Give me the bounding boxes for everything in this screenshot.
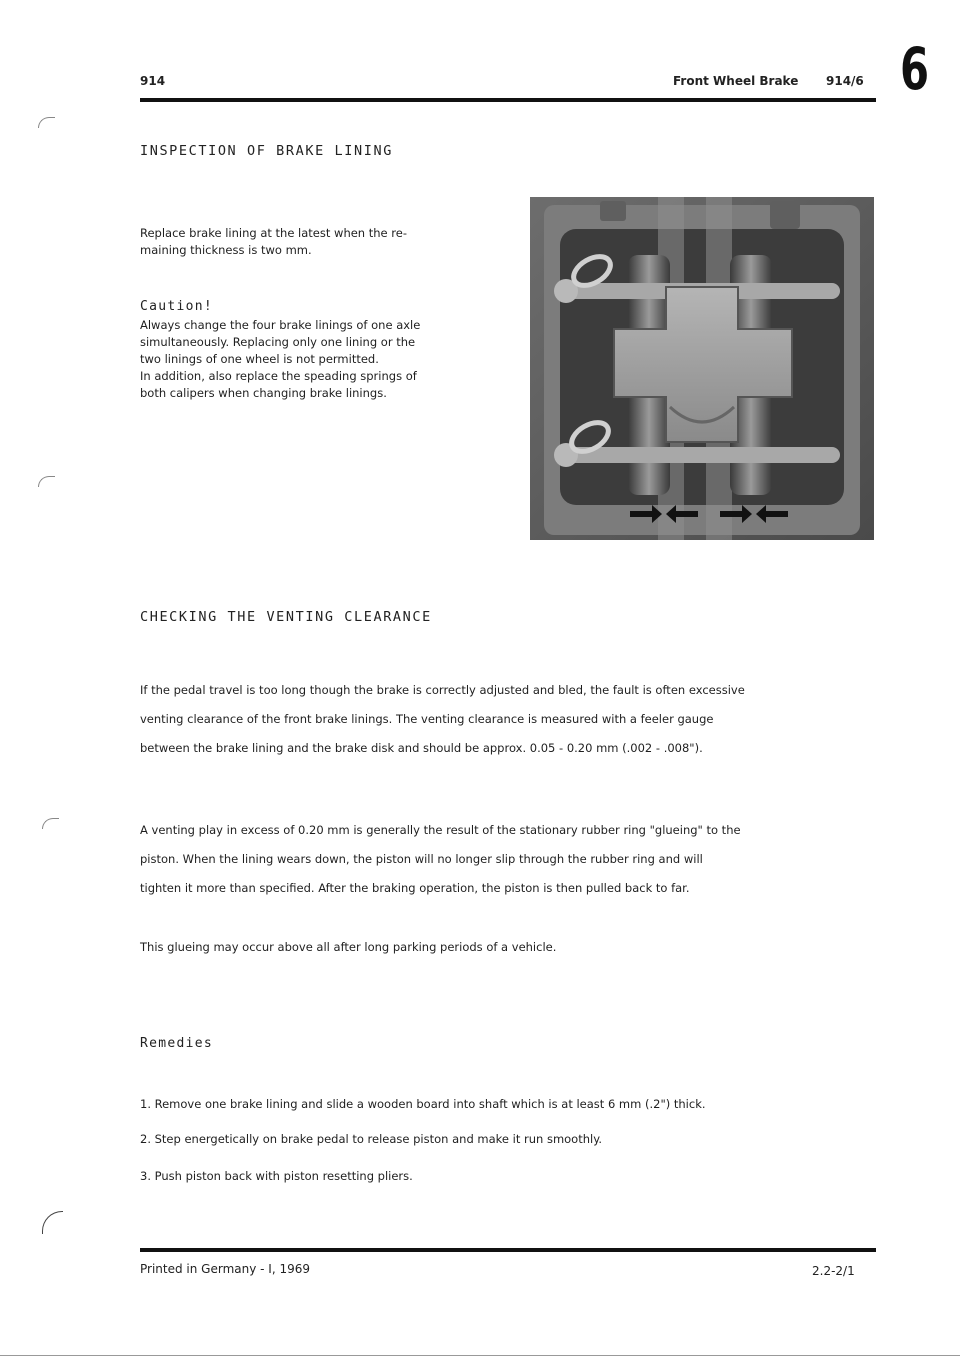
section-title-inspection: INSPECTION OF BRAKE LINING <box>140 143 393 159</box>
caution-text <box>140 317 520 402</box>
inspection-intro <box>140 225 510 259</box>
venting-paragraph-1 <box>140 676 880 763</box>
margin-mark <box>38 476 55 487</box>
header-chapter-title: Front Wheel Brake <box>673 74 799 88</box>
remedy-item: 2. Step energetically on brake pedal to release piston and make it run smoothly. <box>140 1132 603 1146</box>
header-rule <box>140 98 876 102</box>
brake-caliper-photo <box>530 197 874 540</box>
brake-caliper-illustration <box>530 197 874 540</box>
text-line: venting clearance of the front brake linings. The venting clearance is measured with a feeler gauge <box>140 712 714 726</box>
text-line: A venting play in excess of 0.20 mm is generally the result of the stationary rubber ring "glueing" to the <box>140 823 741 837</box>
section-title-venting: CHECKING THE VENTING CLEARANCE <box>140 609 432 625</box>
remedies-title: Remedies <box>140 1036 214 1051</box>
venting-paragraph-3: This glueing may occur above all after long parking periods of a vehicle. <box>140 940 557 954</box>
text-line: piston. When the lining wears down, the piston will no longer slip through the rubber ring and will <box>140 852 703 866</box>
text-line: Always change the four brake linings of one axle <box>140 318 421 332</box>
venting-paragraph-2 <box>140 816 880 903</box>
text-line: between the brake lining and the brake disk and should be approx. 0.05 - 0.20 mm (.002 - .008"). <box>140 741 703 755</box>
text-line: both calipers when changing brake linings. <box>140 386 387 400</box>
text-line: maining thickness is two mm. <box>140 243 312 257</box>
text-line: Replace brake lining at the latest when the re- <box>140 226 407 240</box>
footer-rule <box>140 1248 876 1252</box>
text-line: simultaneously. Replacing only one lining or the <box>140 335 416 349</box>
footer-print-info: Printed in Germany - I, 1969 <box>140 1262 310 1276</box>
text-line: two linings of one wheel is not permitted. <box>140 352 379 366</box>
margin-mark <box>42 1211 63 1234</box>
header-page-group: 914/6 <box>826 74 864 88</box>
text-line: If the pedal travel is too long though the brake is correctly adjusted and bled, the fault is often excessive <box>140 683 745 697</box>
margin-mark <box>38 117 55 128</box>
text-line: tighten it more than specified. After the braking operation, the piston is then pulled back to far. <box>140 881 690 895</box>
margin-mark <box>42 818 59 829</box>
remedy-item: 3. Push piston back with piston resetting pliers. <box>140 1169 413 1183</box>
section-number: 6 <box>900 35 930 103</box>
header-model: 914 <box>140 74 166 88</box>
remedy-item: 1. Remove one brake lining and slide a wooden board into shaft which is at least 6 mm (.2") thick. <box>140 1097 706 1111</box>
text-line: In addition, also replace the speading springs of <box>140 369 417 383</box>
footer-page-number: 2.2-2/1 <box>812 1264 855 1278</box>
scan-edge-line <box>0 1355 960 1356</box>
caution-title: Caution! <box>140 299 214 314</box>
